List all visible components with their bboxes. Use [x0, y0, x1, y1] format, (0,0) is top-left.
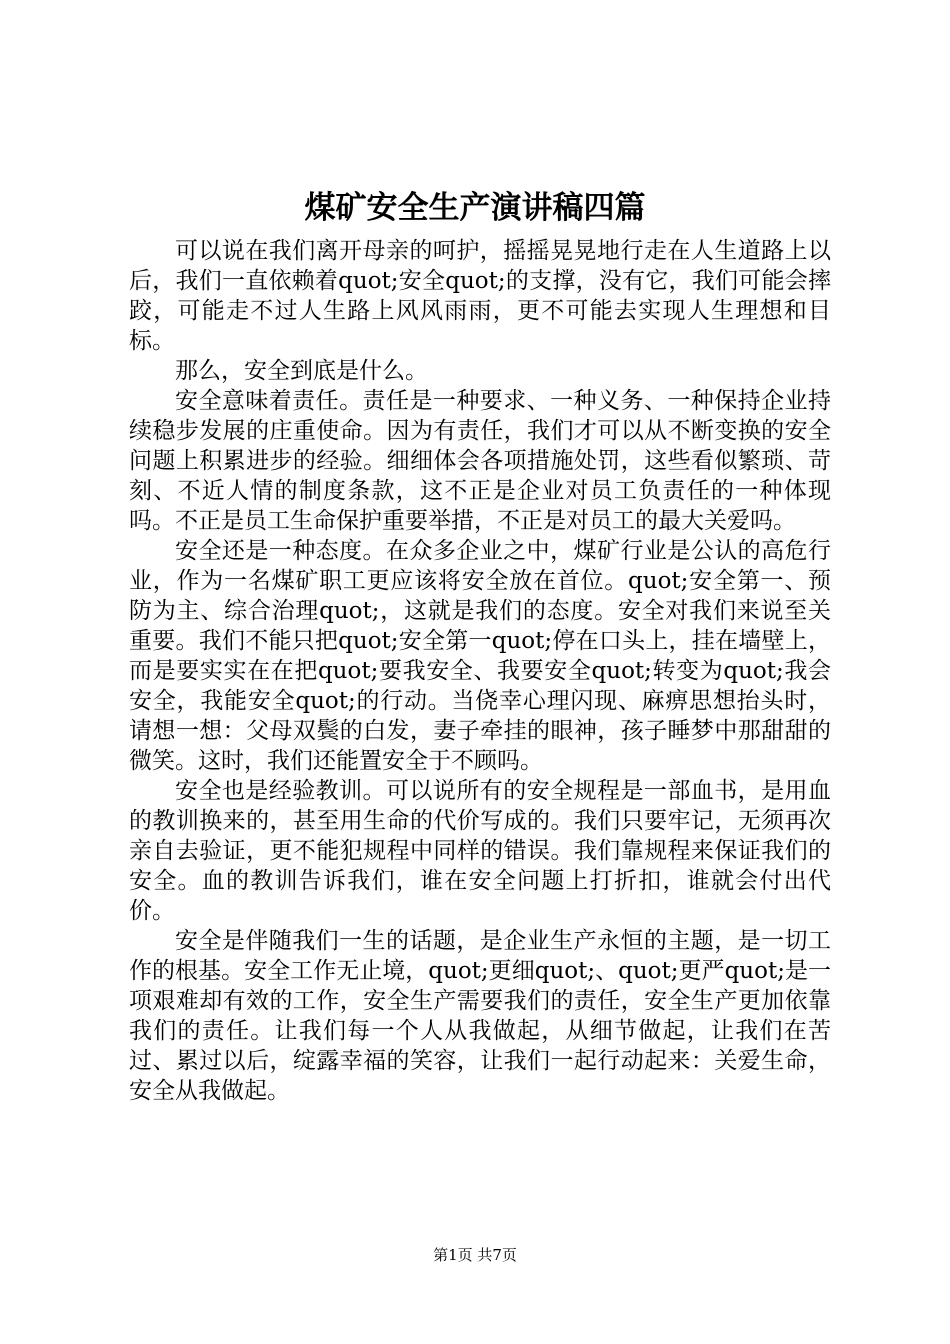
paragraph-2: 那么，安全到底是什么。 — [175, 358, 428, 384]
paragraph-6: 安全是伴随我们一生的话题，是企业生产永恒的主题，是一切工作的根基。安全工作无止境，quot;更细quot;、quot;更严quot;是一项艰难却有效的工作，安全生产需要我们的责任，安全生产更加依靠我们的责任。让我们每一个人从我做起，从细节做起，让我们在苦过、累过以后，绽露幸福的笑容，让我们一起行动起来：关爱生命，安全从我做起。 — [129, 928, 831, 1104]
paragraph-4: 安全还是一种态度。在众多企业之中，煤矿行业是公认的高危行业，作为一名煤矿职工更应该将安全放在首位。quot;安全第一、预防为主、综合治理quot;，这就是我们的态度。安全对我们来说至关重要。我们不能只把quot;安全第一quot;停在口头上，挂在墙壁上，而是要实实在在把quot;要我安全、我要安全quot;转变为quot;我会安全，我能安全quot;的行动。当侥幸心理闪现、麻痹思想抬头时，请想一想：父母双鬓的白发，妻子牵挂的眼神，孩子睡梦中那甜甜的微笑。这时，我们还能置安全于不顾吗。 — [129, 538, 831, 774]
document-title: 煤矿安全生产演讲稿四篇 — [304, 190, 646, 226]
document-body — [129, 236, 831, 1106]
paragraph-3: 安全意味着责任。责任是一种要求、一种义务、一种保持企业持续稳步发展的庄重使命。因为有责任，我们才可以从不断变换的安全问题上积累进步的经验。细细体会各项措施处罚，这些看似繁琐、苛刻、不近人情的制度条款，这不正是企业对员工负责任的一种体现吗。不正是员工生命保护重要举措，不正是对员工的最大关爱吗。 — [129, 388, 831, 534]
page-footer: 第1页 共7页 — [433, 1246, 517, 1264]
paragraph-5: 安全也是经验教训。可以说所有的安全规程是一部血书，是用血的教训换来的，甚至用生命的代价写成的。我们只要牢记，无须再次亲自去验证，更不能犯规程中同样的错误。我们靠规程来保证我们的安全。血的教训告诉我们，谁在安全问题上打折扣，谁就会付出代价。 — [129, 778, 831, 924]
paragraph-1: 可以说在我们离开母亲的呵护，摇摇晃晃地行走在人生道路上以后，我们一直依赖着quot;安全quot;的支撑，没有它，我们可能会摔跤，可能走不过人生路上风风雨雨，更不可能去实现人生理想和目标。 — [129, 238, 831, 354]
